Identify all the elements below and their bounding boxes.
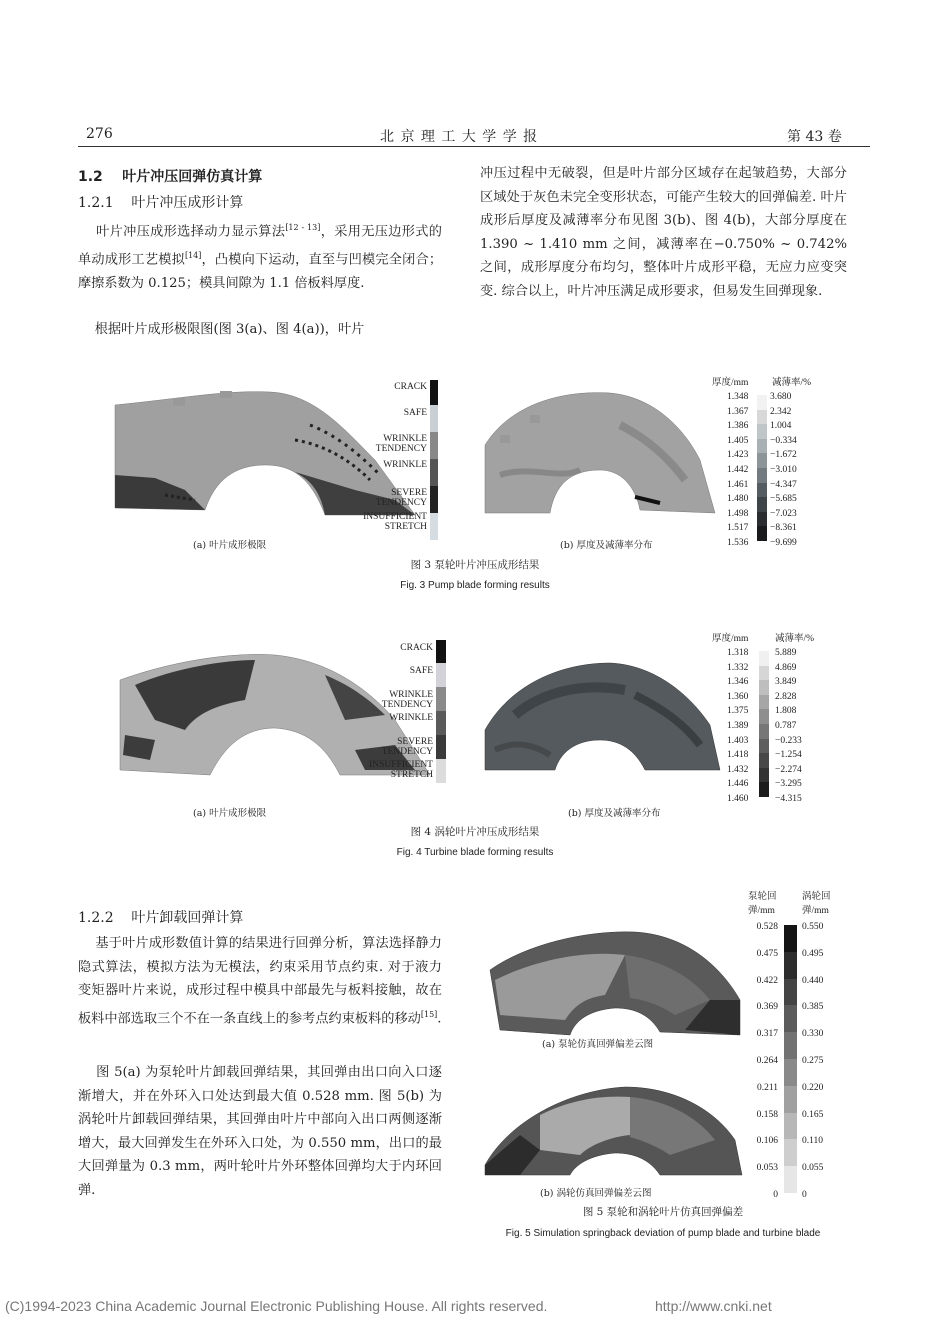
fig3-caption-zh: 图 3 泵轮叶片冲压成形结果	[410, 559, 540, 571]
paragraph-text: 叶片冲压成形选择动力显示算法	[78, 224, 286, 240]
legend-swatch-insufficient-stretch	[430, 513, 438, 540]
tick-label: 1.389	[727, 720, 749, 731]
tick-label: 1.432	[727, 764, 749, 775]
legend-label-wrinkle: WRINKLE	[383, 460, 427, 470]
fig4b-thickness-plot	[475, 655, 725, 780]
fig4a-sublabel: (a) 叶片成形极限	[193, 808, 267, 819]
journal-title: 北 京 理 工 大 学 学 报	[380, 129, 539, 145]
fig3b-thickness-plot	[470, 385, 720, 525]
tick-label: 1.360	[727, 691, 749, 702]
fig4a-legend-bar	[436, 640, 446, 783]
tick-label: −2.274	[775, 764, 802, 775]
legend-swatch-crack	[430, 380, 438, 405]
paragraph-text: 基于叶片成形数值计算的结果进行回弹分析，算法选择静力隐式算法，模拟方法为无模法，约束采用节点约束. 对于液力变矩器叶片来说，成形过程中模具中部最先与板料接触，故在板料中部选取三个不在一条直线上的参考点约束板料的移动	[78, 936, 442, 1026]
tick-label: 1.808	[775, 706, 797, 717]
legend-swatch-wrinkle	[436, 711, 446, 735]
tick-label: 0.211	[756, 1082, 778, 1093]
tick-label: 0.440	[802, 975, 824, 986]
tick-label: 0.110	[802, 1136, 824, 1147]
tick-label: 3.680	[770, 392, 792, 402]
tick-label: 0.264	[756, 1055, 778, 1066]
fig3-thickness-header: 厚度/mm	[712, 378, 749, 388]
tick-label: 0	[773, 1189, 778, 1200]
tick-label: 0.422	[756, 975, 778, 986]
tick-label: −5.685	[770, 494, 797, 505]
fig5-caption-zh: 图 5 泵轮和涡轮叶片仿真回弹偏差	[582, 1206, 744, 1218]
page-number: 276	[86, 126, 113, 142]
tick-label: 1.423	[727, 450, 749, 461]
fig3a-sublabel: (a) 叶片成形极限	[193, 540, 267, 551]
tick-label: 5.889	[775, 648, 797, 658]
fig5-caption-en: Fig. 5 Simulation springback deviation of pump blade and turbine blade	[505, 1228, 821, 1239]
legend-label-safe: SAFE	[403, 408, 427, 418]
legend-swatch-wrinkle-tendency	[436, 687, 446, 711]
tick-label: −4.315	[775, 793, 802, 804]
fig5-turbine-header-2: 弹/mm	[802, 906, 829, 916]
legend-label-severe-tendency: SEVERE TENDENCY	[375, 488, 427, 508]
tick-label: 1.348	[727, 392, 749, 402]
legend-swatch-wrinkle-tendency	[430, 432, 438, 459]
tick-label: 0.275	[802, 1055, 824, 1066]
tick-label: −0.334	[770, 435, 797, 446]
fig5-turbine-scale	[802, 920, 837, 1215]
tick-label: 1.536	[727, 537, 749, 548]
tick-label: −8.361	[770, 523, 797, 534]
paragraph-forming	[78, 216, 442, 295]
legend-swatch-severe-tendency	[430, 486, 438, 513]
fig4-thinning-scale	[775, 646, 815, 807]
paragraph-forming-result: 冲压过程中无破裂，但是叶片部分区域存在起皱趋势，大部分区域处于灰色未完全变形状态，可能产生较大的回弹偏差. 叶片成形后厚度及减薄率分布见图 3(b)、图 4(b)，大部分厚度在 1.390 ~ 1.410 mm 之间，减薄率在−0.750% ~ 0.742% 之间，成形厚度分布均匀，整体叶片成形平稳，无应力应变突变. 综合以上，叶片冲压满足成形要求，但易发生回弹现象.	[480, 166, 847, 299]
tick-label: −1.672	[770, 450, 797, 461]
tick-label: −3.010	[770, 464, 797, 475]
tick-label: 1.480	[727, 494, 749, 505]
legend-label-insufficient-stretch: INSUFFICIENT STRETCH	[363, 512, 427, 532]
tick-label: 0.787	[775, 720, 797, 731]
tick-label: 1.442	[727, 464, 749, 475]
citation: [12 - 13]	[285, 223, 321, 232]
paragraph-text: ，采用无压边形式的单动成形工艺模拟	[78, 224, 442, 268]
fig5a-sublabel: (a) 泵轮仿真回弹偏差云图	[542, 1039, 654, 1050]
paragraph-text: ，凸模向下运动，直至与凹模完全闭合；摩擦系数为 0.125；模具间隙为 1.1 倍板料厚度.	[78, 252, 443, 291]
fig4b-sublabel: (b) 厚度及减薄率分布	[568, 808, 661, 819]
fig4-color-bar	[759, 651, 769, 797]
legend-label-wrinkle-tendency: WRINKLE TENDENCY	[375, 434, 427, 454]
legend-label-crack: CRACK	[394, 382, 427, 392]
fig5-pump-scale	[745, 920, 778, 1215]
tick-label: 0.220	[802, 1082, 824, 1093]
citation: [14]	[184, 250, 202, 260]
tick-label: 0.369	[756, 1002, 778, 1013]
tick-label: 1.403	[727, 735, 749, 746]
fig4-caption-zh: 图 4 涡轮叶片冲压成形结果	[410, 826, 540, 838]
tick-label: 0.317	[756, 1029, 778, 1040]
legend-swatch-safe	[430, 405, 438, 432]
volume-label: 第 43 卷	[787, 129, 842, 145]
paragraph-flc: 根据叶片成形极限图(图 3(a)、图 4(a))，叶片	[78, 322, 365, 337]
tick-label: 1.332	[727, 662, 749, 673]
fig5b-sublabel: (b) 涡轮仿真回弹偏差云图	[540, 1188, 652, 1199]
tick-label: 0.330	[802, 1029, 824, 1040]
fig5a-pump-springback-plot	[485, 920, 750, 1040]
tick-label: 1.517	[727, 523, 749, 534]
tick-label: −9.699	[770, 537, 797, 548]
tick-label: −1.254	[775, 750, 802, 761]
legend-label-wrinkle-tendency: WRINKLE TENDENCY	[381, 690, 433, 710]
fig3-thinning-scale	[770, 390, 810, 551]
tick-label: 0.055	[802, 1163, 824, 1174]
tick-label: 0.385	[802, 1002, 824, 1013]
tick-label: 1.460	[727, 793, 749, 804]
fig4-thickness-header: 厚度/mm	[712, 634, 749, 644]
paragraph-text: .	[437, 1010, 442, 1026]
tick-label: 2.828	[775, 691, 797, 702]
citation: [15]	[420, 1009, 438, 1019]
tick-label: 1.405	[727, 435, 749, 446]
section-heading: 1.2 叶片冲压回弹仿真计算	[78, 169, 263, 185]
tick-label: 1.498	[727, 508, 749, 519]
tick-label: 2.342	[770, 406, 792, 417]
fig3a-legend-bar	[430, 380, 438, 540]
paragraph-springback-result: 图 5(a) 为泵轮叶片卸载回弹结果，其回弹由出口向入口逐渐增大，并在外环入口处达到最大值 0.528 mm. 图 5(b) 为涡轮叶片卸载回弹结果，其回弹由叶片中部向入出口两侧逐渐增大，最大回弹发生在外环入口处，为 0.550 mm，出口的最大回弹量为 0.3 mm，两叶轮叶片外环整体回弹均大于内环回弹.	[78, 1065, 442, 1198]
tick-label: 1.446	[727, 779, 749, 790]
fig3-color-bar	[757, 395, 767, 541]
fig5-pump-header-1: 泵轮回	[748, 892, 777, 902]
header-rule	[78, 146, 870, 147]
tick-label: 4.869	[775, 662, 797, 673]
tick-label: 0.165	[802, 1109, 824, 1120]
fig3-thinning-header: 减薄率/%	[772, 378, 812, 388]
tick-label: 0.475	[756, 948, 778, 959]
fig4-thickness-scale	[727, 646, 753, 807]
fig5b-turbine-springback-plot	[480, 1075, 750, 1185]
tick-label: 1.346	[727, 677, 749, 688]
tick-label: 0.528	[756, 922, 778, 932]
fig5-color-bar	[784, 925, 797, 1193]
legend-label-crack: CRACK	[400, 643, 433, 653]
legend-label-severe-tendency: SEVERE TENDENCY	[381, 737, 433, 757]
tick-label: −0.233	[775, 735, 802, 746]
tick-label: 1.418	[727, 750, 749, 761]
tick-label: 3.849	[775, 677, 797, 688]
tick-label: 1.461	[727, 479, 749, 490]
fig3-thickness-scale	[727, 390, 753, 551]
fig5-pump-header-2: 弹/mm	[748, 906, 775, 916]
tick-label: 0.495	[802, 948, 824, 959]
tick-label: 0.106	[756, 1136, 778, 1147]
subsection-heading-2: 1.2.2 叶片卸载回弹计算	[78, 910, 244, 926]
copyright-notice: (C)1994-2023 China Academic Journal Electronic Publishing House. All rights reserved.	[5, 1298, 548, 1314]
tick-label: 1.367	[727, 406, 749, 417]
legend-label-insufficient-stretch: INSUFFICIENT STRETCH	[369, 760, 433, 780]
tick-label: 0.158	[756, 1109, 778, 1120]
fig5-turbine-header-1: 涡轮回	[802, 892, 831, 902]
tick-label: 0.053	[756, 1163, 778, 1174]
tick-label: 0	[802, 1189, 807, 1200]
legend-label-safe: SAFE	[409, 666, 433, 676]
legend-swatch-crack	[436, 640, 446, 663]
tick-label: 0.550	[802, 922, 824, 932]
legend-swatch-safe	[436, 663, 446, 687]
fig3b-sublabel: (b) 厚度及减薄率分布	[560, 540, 653, 551]
tick-label: 1.318	[727, 648, 749, 658]
legend-label-wrinkle: WRINKLE	[389, 713, 433, 723]
fig3-caption-en: Fig. 3 Pump blade forming results	[400, 580, 550, 591]
legend-swatch-severe-tendency	[436, 735, 446, 759]
subsection-heading-1: 1.2.1 叶片冲压成形计算	[78, 195, 244, 211]
cnki-link[interactable]: http://www.cnki.net	[655, 1298, 772, 1314]
legend-swatch-wrinkle	[430, 459, 438, 486]
fig4-thinning-header: 减薄率/%	[775, 634, 815, 644]
tick-label: 1.386	[727, 421, 749, 432]
fig4-caption-en: Fig. 4 Turbine blade forming results	[396, 847, 554, 858]
tick-label: −4.347	[770, 479, 797, 490]
paragraph-springback-method	[78, 932, 442, 1030]
tick-label: 1.375	[727, 706, 749, 717]
tick-label: −3.295	[775, 779, 802, 790]
tick-label: 1.004	[770, 421, 792, 432]
tick-label: −7.023	[770, 508, 797, 519]
legend-swatch-insufficient-stretch	[436, 759, 446, 783]
